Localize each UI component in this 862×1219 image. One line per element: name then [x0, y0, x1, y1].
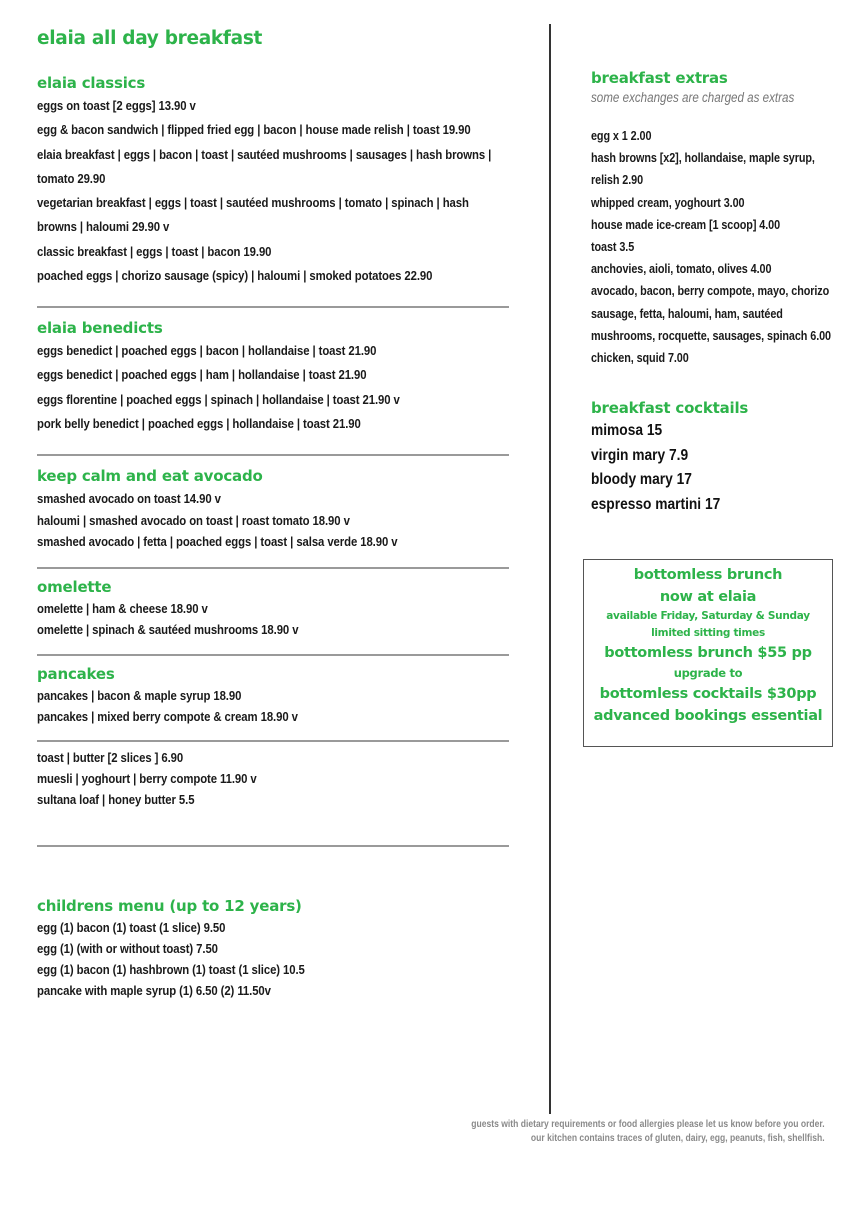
menu-item: browns | haloumi 29.90 v — [37, 219, 170, 235]
section-childrens-menu — [37, 896, 509, 1001]
section-heading: childrens menu (up to 12 years) — [37, 897, 302, 915]
menu-item: haloumi | smashed avocado on toast | roast tomato 18.90 v — [37, 512, 350, 528]
section-pancakes — [37, 664, 509, 727]
extra-item: chicken, squid 7.00 — [591, 351, 689, 366]
menu-item: tomato 29.90 — [37, 170, 106, 186]
menu-title: elaia all day breakfast — [37, 28, 263, 49]
section-elaia-benedicts — [37, 318, 509, 436]
menu-item: toast | butter [2 slices ] 6.90 — [37, 750, 184, 765]
menu-item: egg & bacon sandwich | flipped fried egg | bacon | house made relish | toast 19.90 — [37, 122, 471, 138]
extra-item: toast 3.5 — [591, 240, 635, 255]
promo-line: limited sitting times — [651, 627, 765, 639]
menu-item: smashed avocado on toast 14.90 v — [37, 491, 221, 506]
promo-line: bottomless brunch $55 pp — [604, 645, 812, 661]
allergy-notice — [404, 1118, 825, 1146]
divider — [37, 845, 509, 847]
divider — [37, 567, 509, 569]
bottomless-brunch-promo — [583, 559, 833, 747]
section-avocado — [37, 466, 509, 553]
menu-item: egg (1) bacon (1) hashbrown (1) toast (1 slice) 10.5 — [37, 962, 305, 977]
menu-item: eggs benedict | poached eggs | ham | hollandaise | toast 21.90 — [37, 367, 367, 383]
menu-item: muesli | yoghourt | berry compote 11.90 v — [37, 771, 257, 786]
menu-item: eggs florentine | poached eggs | spinach | hollandaise | toast 21.90 v — [37, 391, 400, 407]
cocktail-item: virgin mary 7.9 — [591, 446, 689, 464]
section-breakfast-cocktails — [591, 398, 841, 517]
extra-item: whipped cream, yoghourt 3.00 — [591, 195, 745, 210]
menu-item: omelette | spinach & sautéed mushrooms 18.90 v — [37, 622, 299, 637]
section-heading: elaia benedicts — [37, 319, 163, 337]
divider — [37, 454, 509, 456]
menu-item: pork belly benedict | poached eggs | hollandaise | toast 21.90 — [37, 415, 361, 431]
divider — [37, 654, 509, 656]
promo-line: advanced bookings essential — [593, 708, 823, 724]
section-heading: elaia classics — [37, 74, 146, 92]
cocktail-item: mimosa 15 — [591, 422, 663, 439]
menu-item: pancakes | mixed berry compote & cream 18.90 v — [37, 709, 298, 724]
menu-item: smashed avocado | fetta | poached eggs | toast | salsa verde 18.90 v — [37, 534, 398, 549]
extra-item: relish 2.90 — [591, 173, 644, 188]
section-heading: breakfast cocktails — [591, 399, 749, 417]
menu-item: omelette | ham & cheese 18.90 v — [37, 601, 208, 616]
section-heading: omelette — [37, 578, 112, 596]
menu-item: classic breakfast | eggs | toast | bacon 19.90 — [37, 243, 272, 259]
promo-line: now at elaia — [659, 589, 757, 605]
extra-item: hash browns [x2], hollandaise, maple syrup, — [591, 151, 815, 166]
promo-line: bottomless cocktails $30pp — [599, 686, 817, 702]
divider — [37, 306, 509, 308]
menu-item: egg (1) bacon (1) toast (1 slice) 9.50 — [37, 920, 226, 935]
divider — [37, 740, 509, 742]
menu-item: eggs benedict | poached eggs | bacon | hollandaise | toast 21.90 — [37, 343, 377, 358]
menu-item: elaia breakfast | eggs | bacon | toast | sautéed mushrooms | sausages | hash browns | — [37, 146, 492, 162]
promo-line: upgrade to — [673, 666, 743, 680]
promo-line: available Friday, Saturday & Sunday — [606, 610, 810, 622]
menu-item: poached eggs | chorizo sausage (spicy) | haloumi | smoked potatoes 22.90 — [37, 268, 433, 284]
menu-item: eggs on toast [2 eggs] 13.90 v — [37, 98, 196, 113]
footer-line: our kitchen contains traces of gluten, dairy, egg, peanuts, fish, shellfish. — [531, 1133, 825, 1144]
cocktail-item: bloody mary 17 — [591, 471, 692, 488]
menu-item: vegetarian breakfast | eggs | toast | sautéed mushrooms | tomato | spinach | hash — [37, 195, 469, 211]
extra-item: mushrooms, rocquette, sausages, spinach 6.00 — [591, 328, 831, 343]
menu-item: sultana loaf | honey butter 5.5 — [37, 792, 195, 807]
section-elaia-classics — [37, 73, 509, 288]
column-divider — [549, 24, 551, 1114]
extra-item: house made ice-cream [1 scoop] 4.00 — [591, 217, 781, 232]
menu-item: egg (1) (with or without toast) 7.50 — [37, 941, 218, 956]
extra-item: sausage, fetta, haloumi, ham, sautéed — [591, 306, 783, 321]
section-breakfast-extras — [591, 68, 841, 369]
section-sides — [37, 747, 509, 810]
section-heading: pancakes — [37, 665, 115, 683]
extras-subtitle: some exchanges are charged as extras — [591, 90, 795, 105]
cocktail-item: espresso martini 17 — [591, 495, 721, 513]
extra-item: egg x 1 2.00 — [591, 129, 652, 143]
section-heading: keep calm and eat avocado — [37, 467, 263, 485]
promo-line: bottomless brunch — [633, 567, 783, 583]
section-omelette — [37, 577, 509, 640]
menu-item: pancakes | bacon & maple syrup 18.90 — [37, 688, 242, 703]
section-heading: breakfast extras — [591, 69, 728, 87]
extra-item: avocado, bacon, berry compote, mayo, chorizo — [591, 284, 830, 299]
menu-item: pancake with maple syrup (1) 6.50 (2) 11.50v — [37, 983, 271, 998]
footer-line: guests with dietary requirements or food allergies please let us know before you order. — [471, 1119, 825, 1130]
extra-item: anchovies, aioli, tomato, olives 4.00 — [591, 262, 772, 277]
